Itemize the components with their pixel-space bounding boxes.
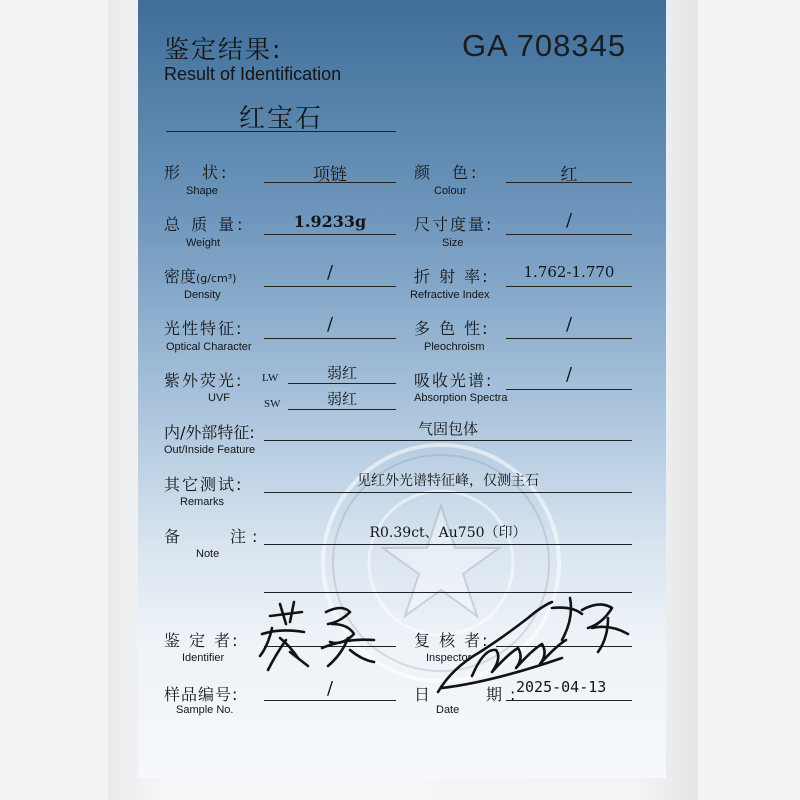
pleochroism-value: / [565, 314, 573, 335]
absorption-spectra-label-en: Absorption Spectra [414, 392, 508, 404]
optical-character-label-en: Optical Character [166, 341, 252, 353]
weight-label: 总 质 量: [164, 215, 246, 234]
shape-label-en: Shape [186, 185, 218, 197]
optical-character-value: / [326, 314, 334, 335]
weight-label-en: Weight [186, 237, 221, 249]
weight-value: 1.9233g [293, 212, 367, 231]
density-label [164, 264, 236, 287]
shape-value: 项链 [313, 165, 347, 185]
optical-character-label: 光性特征: [164, 319, 244, 338]
remarks-label-en: Remarks [180, 496, 225, 508]
colour-label-en: Colour [434, 185, 467, 197]
density-unit: (g/cm³) [196, 272, 237, 285]
inside-feature-label: 内/外部特征: [164, 423, 255, 442]
identification-card [138, 0, 666, 778]
shape-label: 形 状: [164, 163, 230, 182]
date-label-en: Date [436, 704, 460, 716]
sample-no-label: 样品编号: [164, 685, 239, 704]
refractive-index-label-en: Refractive Index [410, 289, 490, 301]
density-label-zh: 密度 [164, 267, 197, 286]
refractive-index-label: 折 射 率: [414, 267, 490, 286]
inspector-signature-icon [432, 588, 652, 708]
remarks-value: 见红外光谱特征峰，仅测主石 [357, 473, 539, 489]
date-label: 日 期: [414, 685, 524, 704]
title-en: Result of Identification [164, 64, 342, 84]
uvf-label: 紫外荧光: [164, 371, 244, 390]
result-value: 红宝石 [238, 104, 323, 134]
colour-label: 颜 色: [414, 163, 480, 182]
absorption-spectra-value: / [565, 364, 573, 385]
pleochroism-label-en: Pleochroism [424, 341, 485, 353]
size-value: / [565, 210, 573, 231]
sample-no-label-en: Sample No. [176, 704, 234, 716]
absorption-spectra-label: 吸收光谱: [414, 371, 494, 390]
uvf-lw-value: 弱红 [326, 364, 357, 382]
pleochroism-label: 多 色 性: [414, 319, 490, 338]
uvf-label-en: UVF [208, 392, 230, 404]
uvf-sw-value: 弱红 [326, 390, 357, 408]
note-label: 备 注: [164, 527, 264, 546]
inspector-label: 复 核 者: [414, 631, 490, 650]
density-label-en: Density [184, 289, 221, 301]
note-value: R0.39ct、Au750（印） [369, 525, 527, 541]
uvf-lw-label: LW [262, 372, 279, 384]
size-label-en: Size [442, 237, 464, 249]
inside-feature-value: 气固包体 [417, 420, 478, 438]
identifier-label: 鉴 定 者: [164, 631, 240, 650]
inside-feature-label-en: Out/Inside Feature [164, 444, 256, 456]
identifier-label-en: Identifier [182, 652, 225, 664]
inspector-label-en: Inspector [426, 652, 472, 664]
date-value: 2025-04-13 [516, 678, 607, 696]
identifier-signature-icon [250, 594, 400, 680]
refractive-index-value: 1.762-1.770 [523, 263, 615, 281]
sample-no-value: / [326, 678, 334, 699]
colour-value: 红 [560, 165, 578, 185]
uvf-sw-label: SW [264, 398, 281, 410]
note-label-en: Note [196, 548, 220, 560]
certificate-number: GA 708345 [462, 28, 627, 63]
title-zh: 鉴定结果: [164, 35, 283, 64]
size-label: 尺寸度量: [414, 215, 494, 234]
density-value: / [326, 262, 334, 283]
remarks-label: 其它测试: [164, 475, 244, 494]
